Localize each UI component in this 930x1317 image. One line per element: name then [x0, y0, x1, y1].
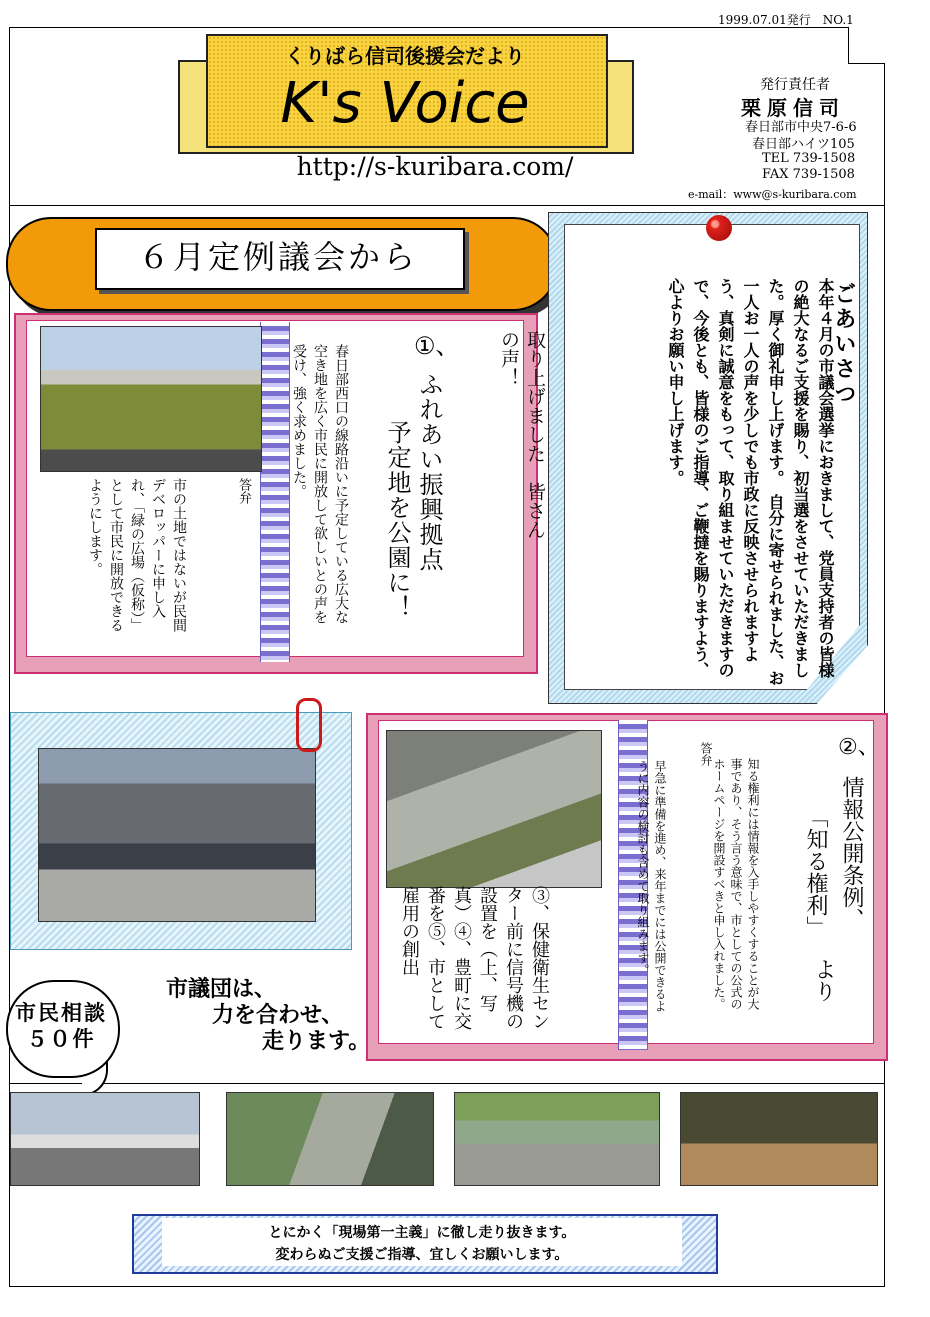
section2-answer: 早急に準備を進め、来年までには公開できるように内容の検討も含めて取り組みます。 — [636, 760, 667, 1012]
section2-number: ②、 — [838, 735, 880, 760]
header-divider — [9, 205, 884, 206]
campaign-car-photo — [10, 1092, 200, 1186]
publisher-email[interactable]: e-mail：www@s-kuribara.com — [688, 188, 857, 201]
section2-title-line1: 情報公開条例、 — [839, 776, 864, 930]
publisher-name: 栗原信司 — [741, 96, 845, 120]
publisher-address1: 春日部市中央7-6-6 — [745, 120, 857, 135]
section1-answer: 市の土地ではないが民間デベロッパーに申し入れ、「緑の広場（仮称）」として市民に開放できるようにします。 — [87, 478, 187, 632]
paperclip-icon — [296, 698, 322, 752]
bus-stop-photo — [680, 1092, 878, 1186]
greeting-body: 本年４月の市議会選挙におきまして、党員支持者の皆様の絶大なるご支援を賜り、初当選をさせていただきました。厚く御礼申し上げます。 自分に寄せられました、お一人お一人の声を少しでも市政に反映させられますよう、真剣に誠意をもって、取り組ませていただきますので、今後とも、皆様のご指導、ご鞭撻を賜りますよう、心よりお願い申し上げます。 — [666, 278, 835, 686]
slogan-line1: 市議団は、 — [166, 977, 277, 1002]
section2-title-line2: 「知る権利」 — [803, 806, 828, 938]
section1-title-line1: ふれあい振興拠点 — [415, 372, 443, 572]
website-url[interactable]: http://s-kuribara.com/ — [296, 152, 574, 181]
footer-line2: 変わらぬご支援ご指導、宜しくお願いします。 — [275, 1247, 569, 1263]
street-photo — [454, 1092, 660, 1186]
section2-body: 知る権利には情報を入手しやすくすることが大事であり、そう言う意味で、市としての公式のホームページを開設すべきと申し入れました。 — [712, 758, 760, 1010]
section1-answer-label: 答弁 — [236, 478, 251, 504]
pushpin-icon — [706, 215, 732, 241]
intersection-photo — [386, 730, 602, 888]
issue-info: 1999.07.01発行 NO.1 — [718, 13, 854, 27]
section2-title-line3: より — [811, 958, 836, 1002]
banner-subtitle: くりばら信司後援会だより — [285, 44, 525, 68]
cleanup-photo — [226, 1092, 434, 1186]
slogan-line2: 力を合わせ、 — [212, 1003, 344, 1028]
section1-book-spine — [260, 322, 290, 662]
page-corner-fold — [848, 27, 885, 64]
publisher-label: 発行責任者 — [760, 77, 830, 93]
footer-line1: とにかく「現場第一主義」に徹し走り抜きます。 — [268, 1225, 576, 1241]
newsletter-title: K's Voice — [280, 71, 530, 136]
section2-answer-label: 答弁 — [699, 742, 713, 766]
section1-intro: 取り上げました 皆さんの声！ — [498, 330, 546, 539]
section1-body: 春日部西口の線路沿いに予定している広大な空き地を広く市民に開放して欲しいとの声を受け、強く求めました。 — [291, 344, 349, 624]
section1-number: ①、 — [414, 332, 460, 360]
section1-title-line2: 予定地を公園に！ — [383, 420, 411, 620]
section-heading: ６月定例議会から — [137, 238, 418, 276]
publisher-tel: TEL 739-1508 — [762, 151, 856, 166]
group-photo — [38, 748, 316, 922]
vacant-lot-photo — [40, 326, 262, 472]
slogan-line3: 走ります。 — [262, 1029, 371, 1054]
publisher-address2: 春日部ハイツ105 — [752, 137, 855, 152]
citizen-consult-count: 市民相談５０件 — [15, 1001, 107, 1051]
greeting-title: ごあいさつ — [831, 282, 856, 407]
publisher-fax: FAX 739-1508 — [762, 167, 855, 182]
footer-divider — [9, 1083, 884, 1084]
section2-list: ③、保健衛生センター前に信号機の設置を（上、写真）④、豊町に交番を⑤、市として雇用の創出 — [399, 886, 550, 1030]
